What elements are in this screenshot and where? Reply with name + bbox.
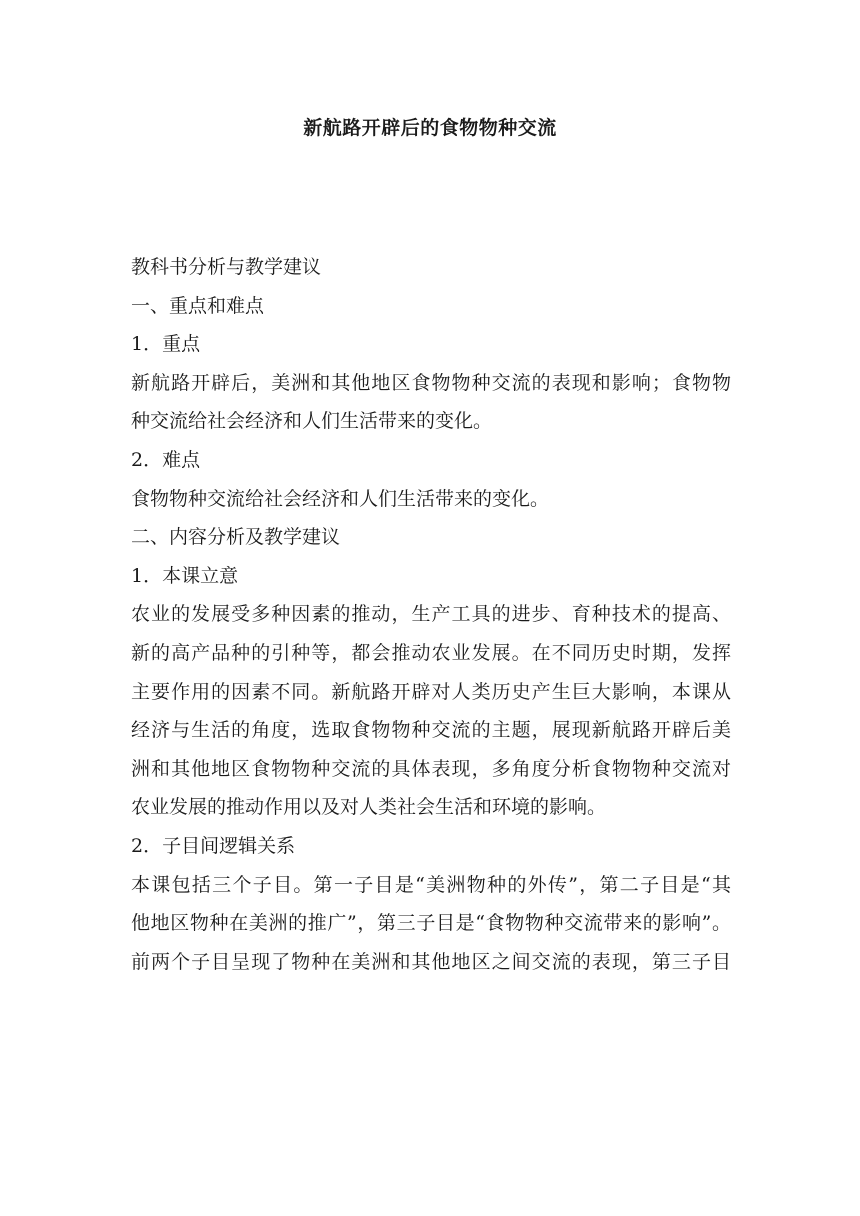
heading-level-1: 一、重点和难点 — [131, 294, 265, 317]
paragraph-line: 前两个子目呈现了物种在美洲和其他地区之间交流的表现，第三子目 — [131, 950, 731, 973]
paragraph-line: 他地区物种在美洲的推广”，第三子目是“食物物种交流带来的影响”。 — [131, 912, 731, 935]
document-title: 新航路开辟后的食物物种交流 — [303, 117, 557, 139]
heading-level-2: 2．难点 — [131, 448, 201, 471]
heading-level-2: 2．子目间逻辑关系 — [131, 834, 296, 857]
paragraph-line: 食物物种交流给社会经济和人们生活带来的变化。 — [131, 487, 550, 510]
paragraph-line: 新航路开辟后，美洲和其他地区食物物种交流的表现和影响；食物物 — [131, 371, 731, 394]
paragraph-line: 新的高产品种的引种等，都会推动农业发展。在不同历史时期，发挥 — [131, 641, 731, 664]
paragraph-line: 经济与生活的角度，选取食物物种交流的主题，展现新航路开辟后美 — [131, 719, 731, 742]
paragraph-line: 本课包括三个子目。第一子目是“美洲物种的外传”，第二子目是“其 — [131, 873, 731, 896]
paragraph-line: 洲和其他地区食物物种交流的具体表现，多角度分析食物物种交流对 — [131, 757, 731, 780]
paragraph-line: 农业的发展受多种因素的推动，生产工具的进步、育种技术的提高、 — [131, 603, 731, 626]
heading-level-2: 1．重点 — [131, 333, 201, 356]
paragraph-line: 农业发展的推动作用以及对人类社会生活和环境的影响。 — [131, 796, 607, 819]
paragraph-line: 主要作用的因素不同。新航路开辟对人类历史产生巨大影响，本课从 — [131, 680, 731, 703]
paragraph-line: 种交流给社会经济和人们生活带来的变化。 — [131, 410, 493, 433]
heading-level-2: 1．本课立意 — [131, 564, 239, 587]
section-heading: 教科书分析与教学建议 — [131, 256, 322, 278]
heading-level-1: 二、内容分析及教学建议 — [131, 526, 341, 549]
document-body — [131, 248, 731, 981]
